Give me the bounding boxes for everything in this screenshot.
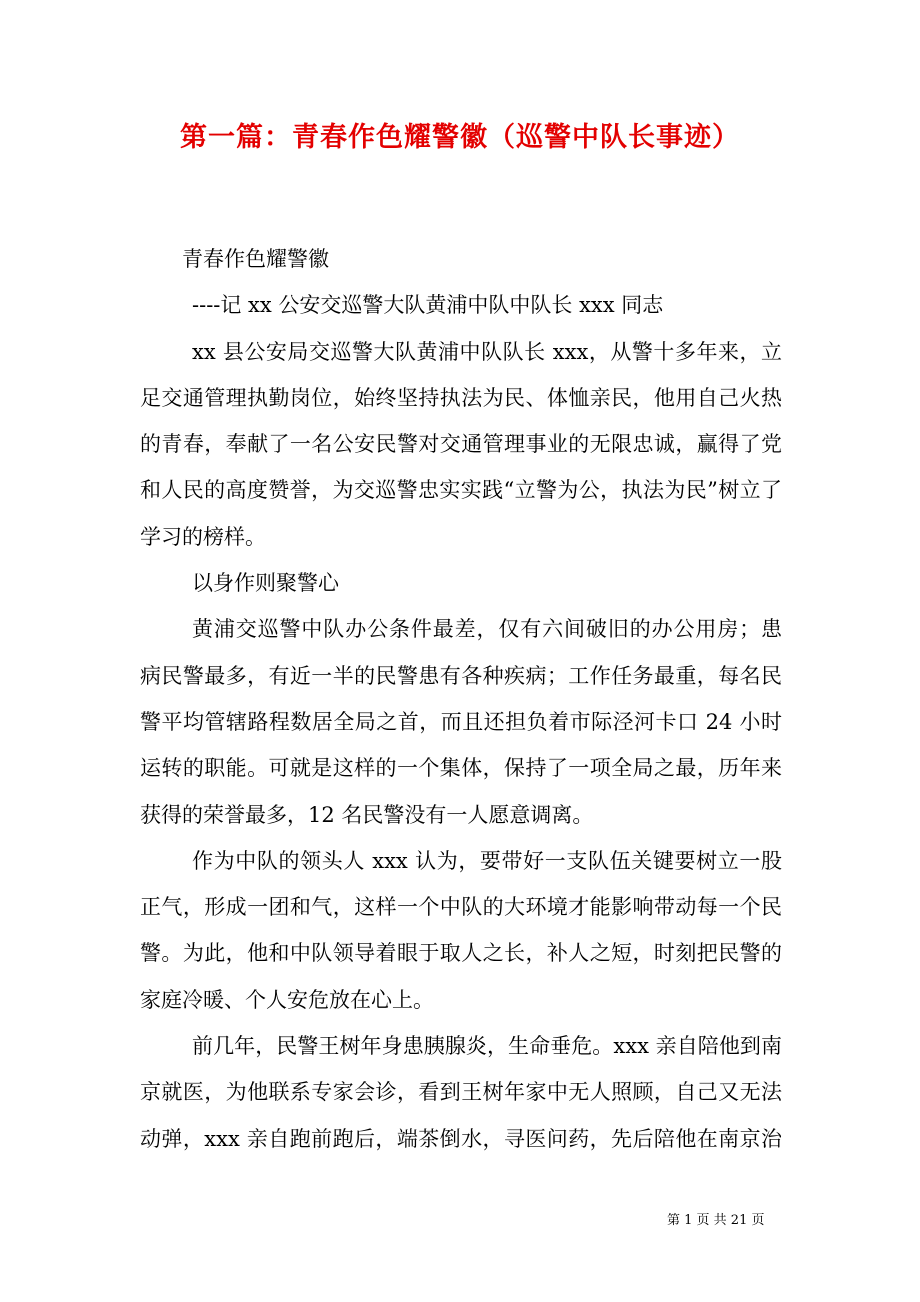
page-number: 第 1 页 共 21 页 [667,1213,765,1228]
paragraph-line: 和人民的高度赞誉，为交巡警忠实实践“立警为公，执法为民”树立了 [140,478,782,503]
document-body [140,236,782,1162]
paragraph-line: 足交通管理执勤岗位，始终坚持执法为民、体恤亲民，他用自己火热 [140,385,782,410]
paragraph-line: 家庭冷暖、个人安危放在心上。 [140,987,434,1012]
paragraph-line: 警平均管辖路程数居全局之首，而且还担负着市际泾河卡口 24 小时 [140,709,782,734]
paragraph-line: 黄浦交巡警中队办公条件最差，仅有六间破旧的办公用房；患 [192,617,782,642]
paragraph-line: 警。为此，他和中队领导着眼于取人之长，补人之短，时刻把民警的 [140,941,782,966]
paragraph-line: 学习的榜样。 [140,524,266,549]
paragraph-line: 运转的职能。可就是这样的一个集体，保持了一项全局之最，历年来 [140,756,782,781]
paragraph-line: 京就医，为他联系专家会诊，看到王树年家中无人照顾，自己又无法 [140,1080,782,1105]
paragraph-line: 动弹，xxx 亲自跑前跑后，端茶倒水，寻医问药，先后陪他在南京治 [140,1126,782,1151]
byline: ----记 xx 公安交巡警大队黄浦中队中队长 xxx 同志 [192,293,664,318]
paragraph-line: 正气，形成一团和气，这样一个中队的大环境才能影响带动每一个民 [140,895,782,920]
section-heading: 以身作则聚警心 [192,571,339,596]
paragraph-line: xx 县公安局交巡警大队黄浦中队队长 xxx，从警十多年来，立 [192,339,782,364]
paragraph-line: 作为中队的领头人 xxx 认为，要带好一支队伍关键要树立一股 [192,848,782,873]
paragraph-line: 前几年，民警王树年身患胰腺炎，生命垂危。xxx 亲自陪他到南 [192,1034,782,1059]
subtitle-line: 青春作色耀警徽 [182,247,329,271]
paragraph-line: 的青春，奉献了一名公安民警对交通管理事业的无限忠诚，赢得了党 [140,432,782,457]
document-title: 第一篇：青春作色耀警徽（巡警中队长事迹） [180,122,740,153]
paragraph-line: 获得的荣誉最多，12 名民警没有一人愿意调离。 [140,802,594,827]
paragraph-line: 病民警最多，有近一半的民警患有各种疾病；工作任务最重，每名民 [140,663,782,688]
